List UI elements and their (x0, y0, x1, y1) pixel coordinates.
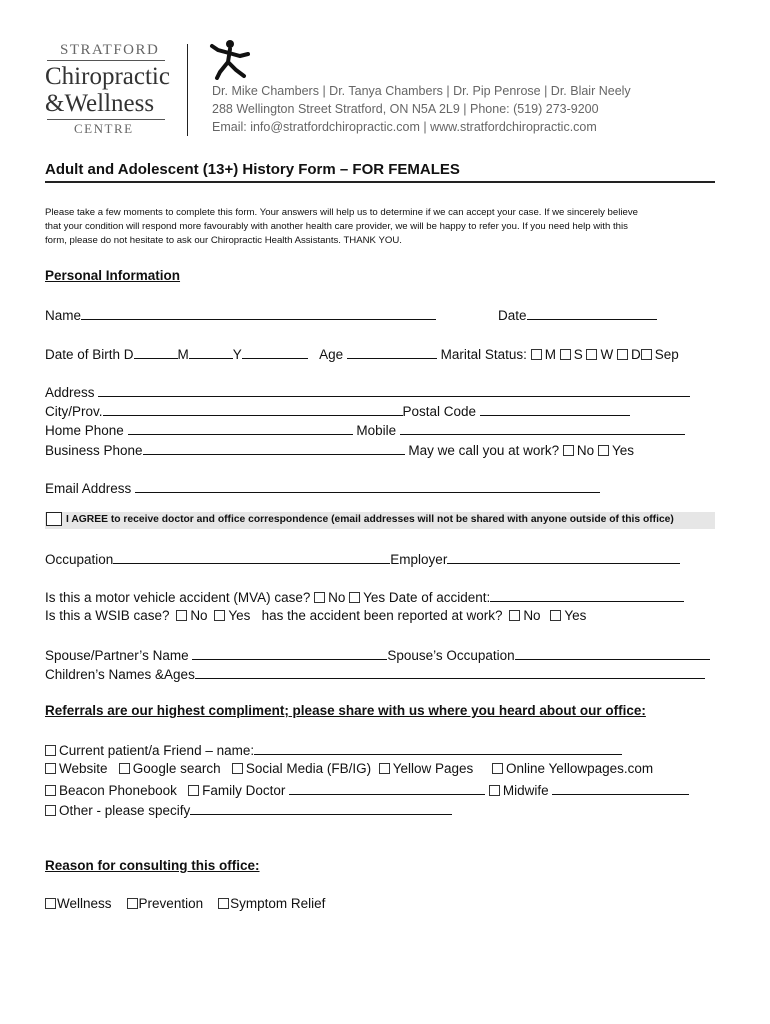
logo-bottom-text: CENTRE (74, 121, 134, 136)
ref-website-label: Website (59, 761, 108, 776)
call-work-yes-checkbox[interactable] (598, 445, 609, 456)
logo-mid1-text: Chiropractic (45, 63, 170, 90)
ref-other-label: Other - please specify (59, 803, 191, 818)
ref-other-checkbox[interactable] (45, 805, 56, 816)
agree-label: I AGREE to receive doctor and office correspondence (email addresses will not be shared with anyone outside of this office) (66, 514, 674, 525)
ref-website-checkbox[interactable] (45, 763, 56, 774)
accident-date-field[interactable] (490, 588, 684, 602)
logo-rule-bottom (47, 119, 165, 120)
call-work-no-checkbox[interactable] (563, 445, 574, 456)
dob-m-label: M (177, 347, 189, 362)
wsib-no-checkbox[interactable] (176, 610, 187, 621)
call-work-yes-label: Yes (611, 443, 634, 458)
ref-social-checkbox[interactable] (232, 763, 243, 774)
mva-yes-checkbox[interactable] (349, 592, 360, 603)
marital-w-label: W (600, 347, 614, 362)
date-label: Date (498, 308, 527, 323)
employer-field[interactable] (447, 550, 680, 564)
header-divider (187, 44, 188, 136)
reported-yes-label: Yes (564, 608, 587, 623)
ref-social-label: Social Media (FB/IG) (245, 761, 372, 776)
form-title: Adult and Adolescent (13+) History Form – FOR FEMALES (45, 161, 460, 178)
intro-line-1: Please take a few moments to complete this form. Your answers will help us to determine if we can accept your case. If we sincerely believe (45, 207, 638, 218)
marital-m-checkbox[interactable] (531, 349, 542, 360)
wsib-yes-checkbox[interactable] (214, 610, 225, 621)
city-field[interactable] (103, 402, 403, 416)
reported-yes-checkbox[interactable] (550, 610, 561, 621)
ref-online-yellow-label: Online Yellowpages.com (506, 761, 654, 776)
dob-day-field[interactable] (134, 345, 178, 359)
logo-mid2-text: &Wellness (45, 90, 155, 117)
ref-midwife-checkbox[interactable] (489, 785, 500, 796)
ref-yellow-label: Yellow Pages (392, 761, 474, 776)
home-phone-label: Home Phone (45, 423, 124, 438)
occupation-label: Occupation (45, 552, 114, 567)
postal-field[interactable] (480, 402, 630, 416)
reason-symptom-checkbox[interactable] (218, 898, 229, 909)
person-figure-icon (208, 38, 252, 80)
ref-current-checkbox[interactable] (45, 745, 56, 756)
ref-current-label: Current patient/a Friend – name: (59, 743, 255, 758)
mva-no-label: No (328, 590, 346, 605)
referrals-heading: Referrals are our highest compliment; please share with us where you heard about our office: (45, 703, 646, 718)
spouse-label: Spouse/Partner’s Name (45, 648, 189, 663)
reason-wellness-label: Wellness (57, 896, 112, 911)
marital-s-label: S (573, 347, 583, 362)
marital-label: Marital Status: (440, 347, 527, 362)
logo-top-text: STRATFORD (60, 42, 160, 58)
header-address: 288 Wellington Street Stratford, ON N5A 2L9 | Phone: (519) 273-9200 (212, 102, 599, 116)
reason-symptom-label: Symptom Relief (230, 896, 326, 911)
ref-other-field[interactable] (190, 801, 452, 815)
marital-m-label: M (544, 347, 556, 362)
reason-prevention-label: Prevention (138, 896, 204, 911)
marital-s-checkbox[interactable] (560, 349, 571, 360)
reported-label: has the accident been reported at work? (261, 608, 503, 623)
reported-no-label: No (523, 608, 541, 623)
name-label: Name (45, 308, 82, 323)
reason-prevention-checkbox[interactable] (127, 898, 138, 909)
home-phone-field[interactable] (128, 421, 353, 435)
ref-beacon-label: Beacon Phonebook (59, 783, 177, 798)
ref-online-yellow-checkbox[interactable] (492, 763, 503, 774)
ref-google-checkbox[interactable] (119, 763, 130, 774)
dob-y-label: Y (232, 347, 242, 362)
intro-line-3: form, please do not hesitate to ask our Chiropractic Health Assistants. THANK YOU. (45, 235, 402, 246)
business-phone-field[interactable] (143, 441, 405, 455)
header-doctors: Dr. Mike Chambers | Dr. Tanya Chambers | Dr. Pip Penrose | Dr. Blair Neely (212, 84, 631, 98)
marital-d-checkbox[interactable] (617, 349, 628, 360)
date-field[interactable] (527, 306, 657, 320)
age-label: Age (319, 347, 344, 362)
city-label: City/Prov. (45, 404, 103, 419)
title-rule (45, 181, 715, 183)
agree-checkbox[interactable] (46, 512, 62, 526)
address-label: Address (45, 385, 95, 400)
dob-month-field[interactable] (189, 345, 233, 359)
mobile-field[interactable] (400, 421, 685, 435)
business-phone-label: Business Phone (45, 443, 143, 458)
email-label: Email Address (45, 481, 132, 496)
ref-family-doctor-field[interactable] (289, 781, 485, 795)
age-field[interactable] (347, 345, 437, 359)
wsib-yes-label: Yes (228, 608, 251, 623)
mva-date-label: Yes Date of accident: (363, 590, 491, 605)
reason-wellness-checkbox[interactable] (45, 898, 56, 909)
children-label: Children’s Names &Ages (45, 667, 195, 682)
call-work-label: May we call you at work? (408, 443, 560, 458)
dob-year-field[interactable] (242, 345, 308, 359)
mva-label: Is this a motor vehicle accident (MVA) case? (45, 590, 311, 605)
reported-no-checkbox[interactable] (509, 610, 520, 621)
postal-label: Postal Code (402, 404, 477, 419)
address-field[interactable] (98, 383, 690, 397)
reason-heading: Reason for consulting this office: (45, 858, 260, 873)
children-field[interactable] (195, 665, 705, 679)
spouse-field[interactable] (192, 646, 387, 660)
marital-d-label: D (631, 347, 641, 362)
occupation-field[interactable] (113, 550, 390, 564)
logo-rule-top (47, 60, 165, 61)
email-field[interactable] (135, 479, 600, 493)
spouse-occ-label: Spouse’s Occupation (387, 648, 515, 663)
ref-midwife-label: Midwife (502, 783, 549, 798)
marital-sep-checkbox[interactable] (641, 349, 652, 360)
employer-label: Employer (390, 552, 448, 567)
personal-heading: Personal Information (45, 268, 181, 283)
ref-beacon-checkbox[interactable] (45, 785, 56, 796)
ref-current-name-field[interactable] (254, 741, 622, 755)
spouse-occ-field[interactable] (515, 646, 710, 660)
intro-line-2: that your condition will respond more favourably with another health care provider, we will be happy to refer you. If you need help with this (45, 221, 628, 232)
call-work-no-label: No (576, 443, 595, 458)
mobile-label: Mobile (356, 423, 397, 438)
ref-family-doctor-label: Family Doctor (202, 783, 286, 798)
name-field[interactable] (81, 306, 436, 320)
ref-google-label: Google search (132, 761, 221, 776)
marital-w-checkbox[interactable] (586, 349, 597, 360)
marital-sep-label: Sep (654, 347, 679, 362)
ref-midwife-field[interactable] (552, 781, 689, 795)
wsib-label: Is this a WSIB case? (45, 608, 170, 623)
mva-no-checkbox[interactable] (314, 592, 325, 603)
wsib-no-label: No (190, 608, 208, 623)
header-email: Email: info@stratfordchiropractic.com | www.stratfordchiropractic.com (212, 120, 597, 134)
ref-family-doctor-checkbox[interactable] (188, 785, 199, 796)
dob-label: Date of Birth D (45, 347, 134, 362)
ref-yellow-checkbox[interactable] (379, 763, 390, 774)
